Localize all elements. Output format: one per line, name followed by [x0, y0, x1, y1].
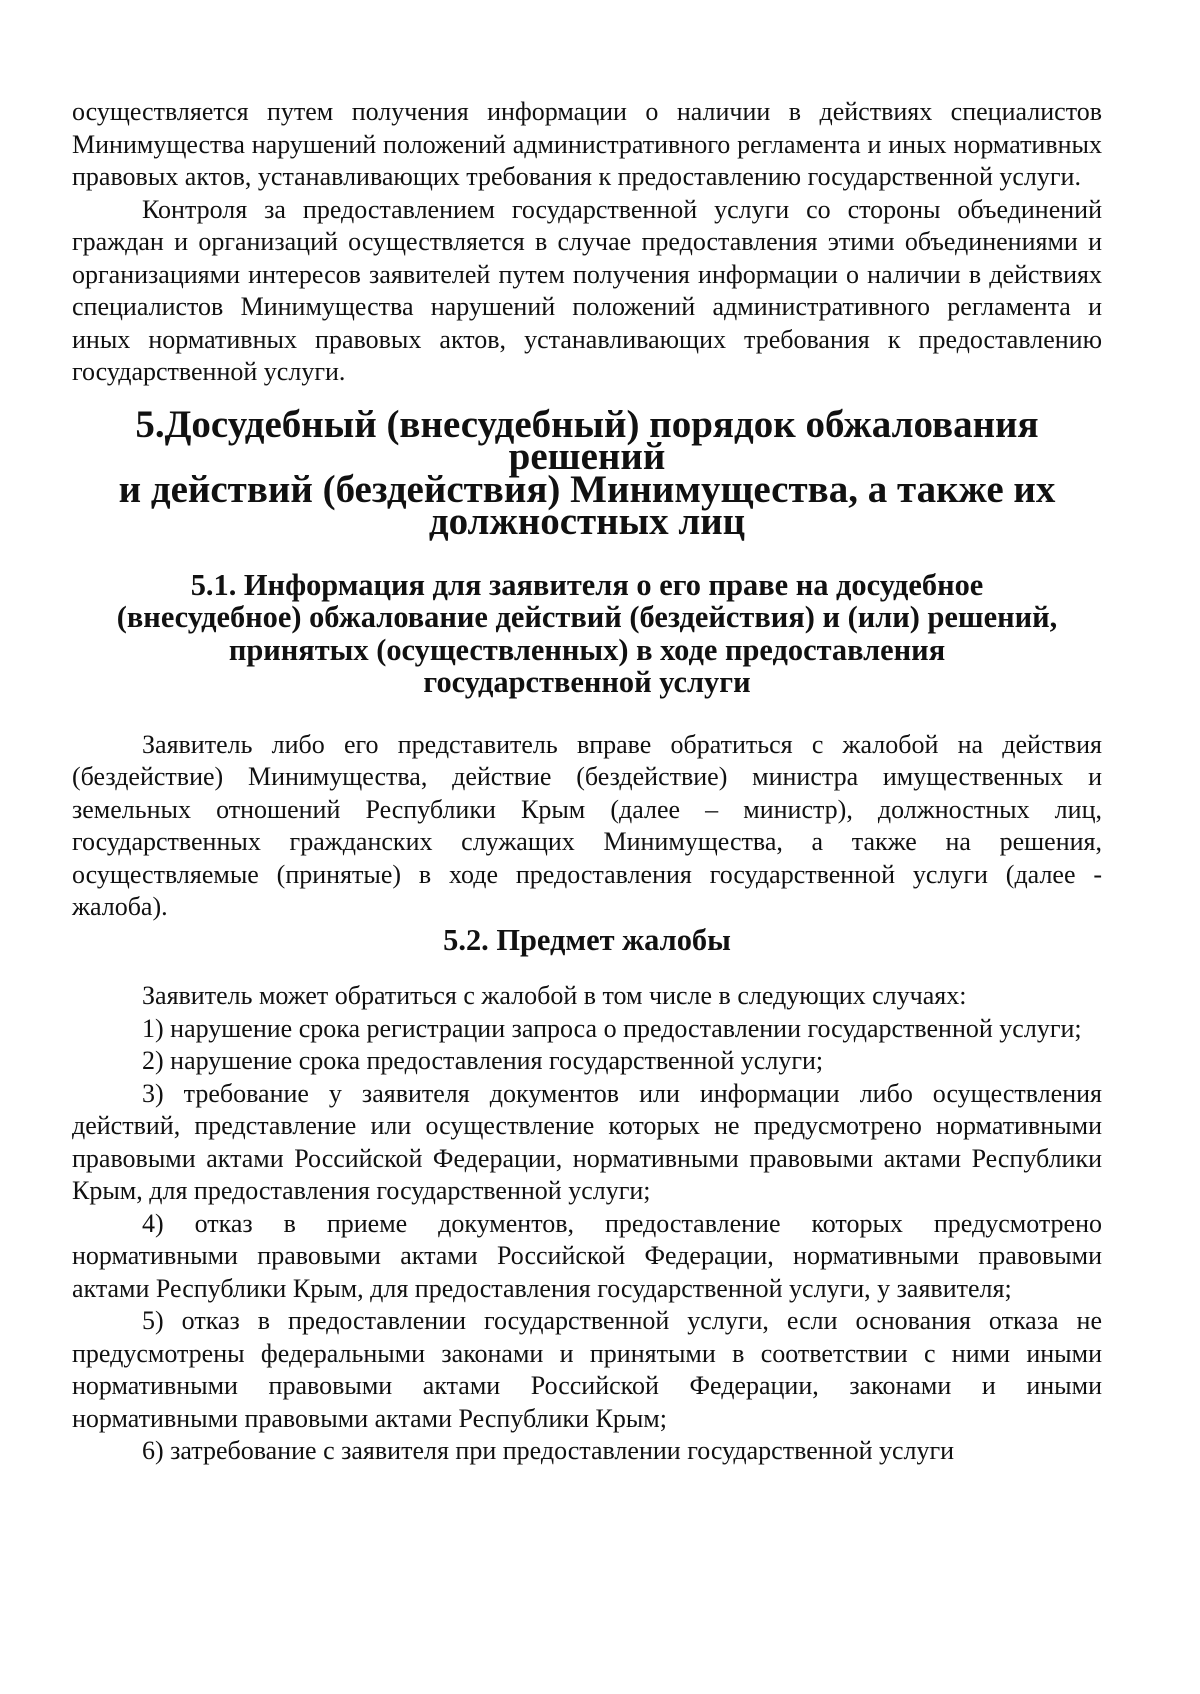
heading-line: 5.1. Информация для заявителя о его праве на досудебное	[190, 567, 984, 602]
list-item: 3) требование у заявителя документов или информации либо осуществления действий, представление или осуществление которых не предусмотрено нормативными правовыми актами Российской Федерации, нормативными правовыми актами Республики Крым, для предоставления государственной услуги;	[72, 1078, 1102, 1205]
paragraph-right-to-complain: Заявитель либо его представитель вправе обратиться с жалобой на действия (бездействие) Минимущества, действие (бездействие) министра имущественных и земельных отношений Республики Крым (далее – министр), должностных лиц, государственных гражданских служащих Минимущества, а также на решения, осуществляемые (принятые) в ходе предоставления государственной услуги (далее - жалоба).	[72, 729, 1102, 921]
paragraph-public-control: Контроля за предоставлением государственной услуги со стороны объединений граждан и организаций осуществляется в случае предоставления этими объединениями и организациями интересов заявителей путем получения информации о наличии в действиях специалистов Минимущества нарушений положений административного регламента и иных нормативных правовых актов, устанавливающих требования к предоставлению государственной услуги.	[72, 194, 1102, 386]
paragraph-control-info: осуществляется путем получения информации о наличии в действиях специалистов Минимущества нарушений положений административного регламента и иных нормативных правовых актов, устанавливающих требования к предоставлению государственной услуги.	[72, 97, 1102, 191]
section-5-2-heading: 5.2. Предмет жалобы	[443, 922, 731, 957]
list-item: 5) отказ в предоставлении государственной услуги, если основания отказа не предусмотрены федеральными законами и принятыми в соответствии с ними иными нормативными правовыми актами Российской Федерации, законами и иными нормативными правовыми актами Республики Крым;	[72, 1306, 1102, 1433]
heading-line: должностных лиц	[428, 500, 746, 543]
paragraph-cases-intro: Заявитель может обратиться с жалобой в том числе в следующих случаях:	[142, 981, 967, 1010]
list-item: 4) отказ в приеме документов, предоставление которых предусмотрено нормативными правовыми актами Российской Федерации, нормативными правовыми актами Республики Крым, для предоставления государственной услуги, у заявителя;	[72, 1208, 1102, 1303]
heading-line: 5.Досудебный (внесудебный) порядок обжалования решений	[135, 402, 1039, 478]
section-5-heading	[72, 402, 1102, 543]
document-page	[72, 96, 1102, 1468]
section-5-1-heading	[72, 569, 1102, 699]
list-item: 1) нарушение срока регистрации запроса о предоставлении государственной услуги;	[142, 1013, 1082, 1043]
heading-line: (внесудебное) обжалование действий (бездействия) и (или) решений,	[116, 600, 1058, 634]
list-item: 6) затребование с заявителя при предоставлении государственной услуги	[142, 1436, 955, 1465]
heading-line: государственной услуги	[423, 665, 751, 699]
heading-line: и действий (бездействия) Минимущества, а также их	[118, 467, 1056, 511]
list-item: 2) нарушение срока предоставления государственной услуги;	[142, 1046, 824, 1075]
heading-line: принятых (осуществленных) в ходе предоставления	[228, 632, 946, 667]
